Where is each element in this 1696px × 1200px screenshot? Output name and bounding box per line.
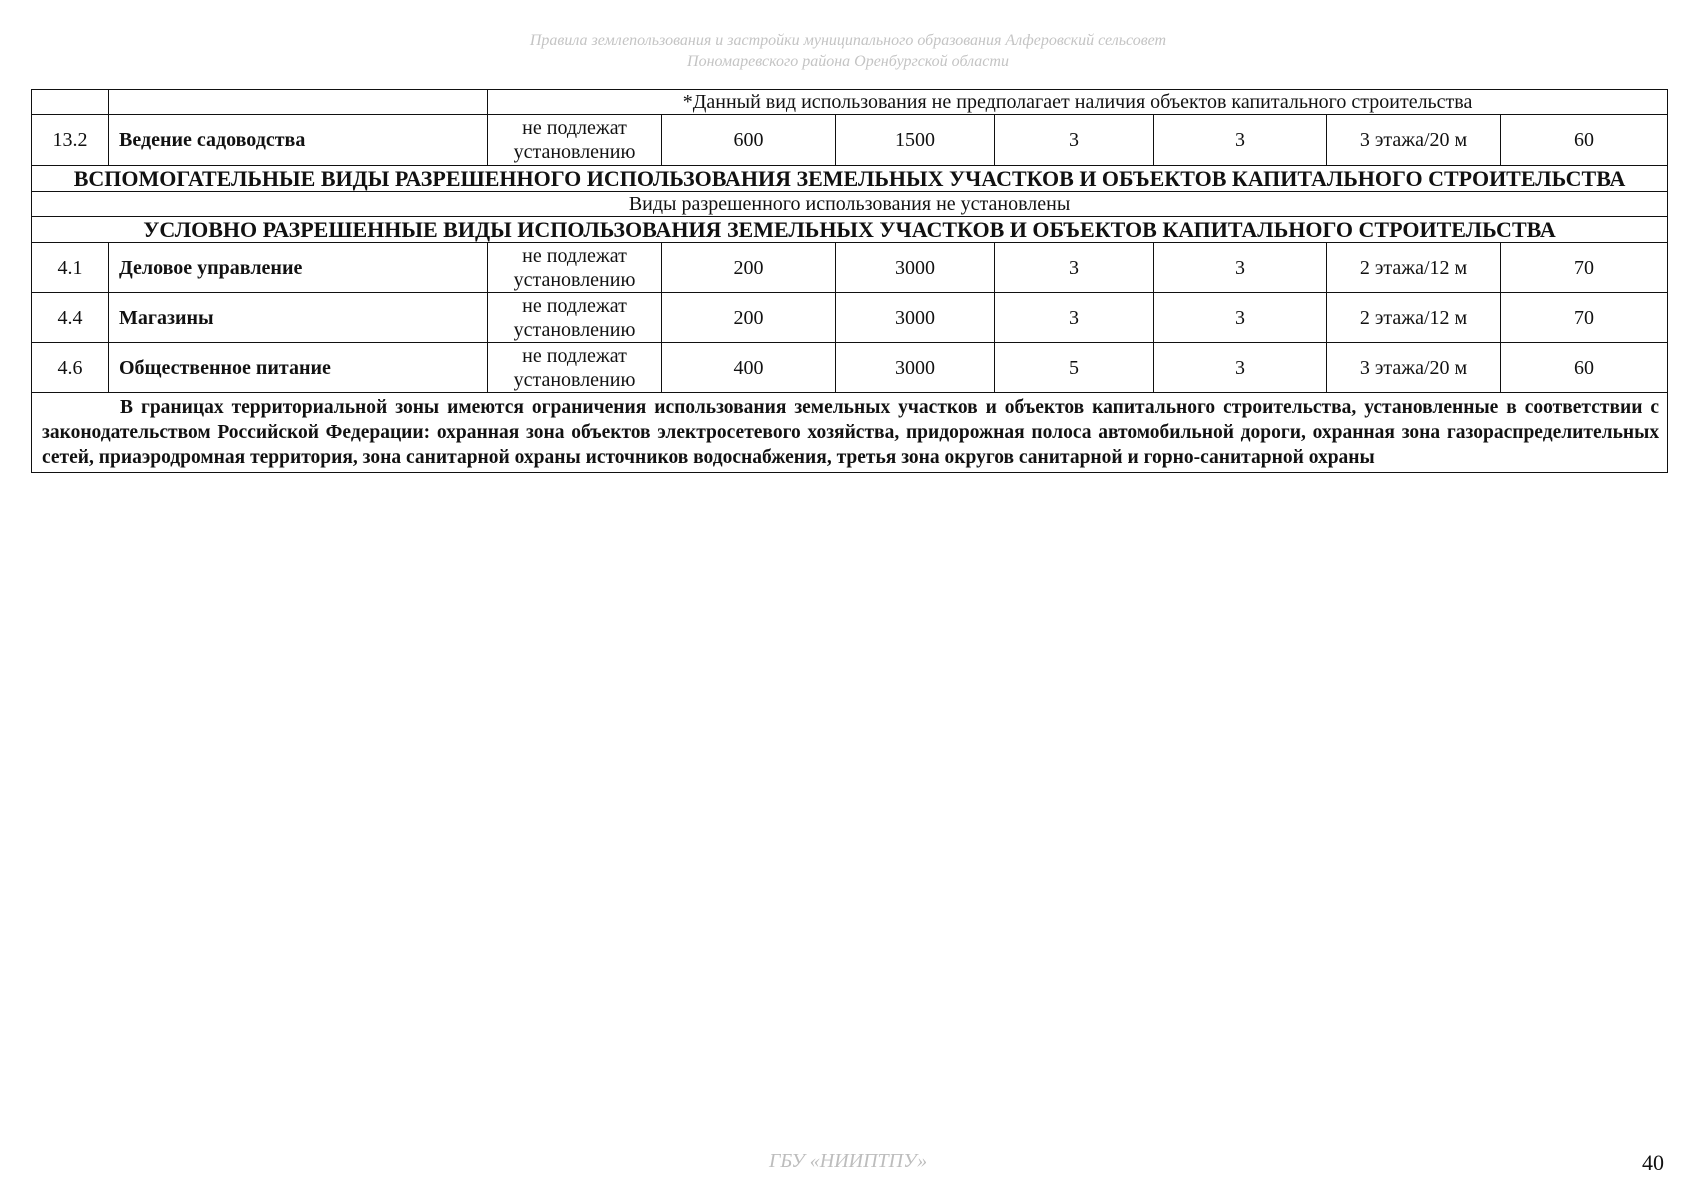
row-param: не подлежат установлению xyxy=(488,293,662,343)
row-param: 2 этажа/12 м xyxy=(1327,293,1501,343)
page-number: 40 xyxy=(1642,1150,1664,1175)
row-param: 3 xyxy=(1154,343,1327,393)
row-param: 1500 xyxy=(836,115,995,166)
table-row xyxy=(32,166,1668,192)
page-footer-org: ГБУ «НИИПТПУ» xyxy=(768,1150,928,1172)
row-param: 200 xyxy=(662,243,836,293)
capital-construction-note: *Данный вид использования не предполагает наличия объектов капитального строительства xyxy=(488,90,1668,115)
row-param: 60 xyxy=(1501,115,1668,166)
row-use-name: Общественное питание xyxy=(109,343,488,393)
row-use-name: Магазины xyxy=(109,293,488,343)
row-param: 3 xyxy=(995,293,1154,343)
row-param: 3 xyxy=(1154,243,1327,293)
table-row xyxy=(32,115,1668,166)
section-heading-conditional: УСЛОВНО РАЗРЕШЕННЫЕ ВИДЫ ИСПОЛЬЗОВАНИЯ ЗЕМЕЛЬНЫХ УЧАСТКОВ И ОБЪЕКТОВ КАПИТАЛЬНОГО СТРОИТЕЛЬСТВА xyxy=(32,217,1668,243)
row-param: 2 этажа/12 м xyxy=(1327,243,1501,293)
row-param: 3 xyxy=(995,243,1154,293)
row-code: 4.4 xyxy=(32,293,109,343)
row-param: 3000 xyxy=(836,293,995,343)
row-param: 3000 xyxy=(836,343,995,393)
table-cell xyxy=(32,90,109,115)
table-row xyxy=(32,217,1668,243)
section-heading-auxiliary: ВСПОМОГАТЕЛЬНЫЕ ВИДЫ РАЗРЕШЕННОГО ИСПОЛЬЗОВАНИЯ ЗЕМЕЛЬНЫХ УЧАСТКОВ И ОБЪЕКТОВ КАПИТАЛЬНОГО СТРОИТЕЛЬСТВА xyxy=(32,166,1668,192)
row-param: не подлежат установлению xyxy=(488,243,662,293)
table-row xyxy=(32,192,1668,217)
row-param: 600 xyxy=(662,115,836,166)
restrictions-footnote-text: В границах территориальной зоны имеются ограничения использования земельных участков и объектов капитального строительства, установленные в соответствии с законодательством Российской Федерации: охранная зона объектов электросетевого хозяйства, придорожная полоса автомобильной дороги, охранная зона газораспределительных сетей, приаэродромная территория, зона санитарной охраны источников водоснабжения, третья зона округов санитарной и горно-санитарной охраны xyxy=(42,397,1660,468)
row-param: 3000 xyxy=(836,243,995,293)
row-param: 400 xyxy=(662,343,836,393)
row-use-name: Деловое управление xyxy=(109,243,488,293)
row-code: 13.2 xyxy=(32,115,109,166)
row-param: 60 xyxy=(1501,343,1668,393)
table-cell xyxy=(109,90,488,115)
land-use-table xyxy=(31,89,1668,473)
row-param: 5 xyxy=(995,343,1154,393)
restrictions-footnote xyxy=(32,393,1668,473)
row-param: 3 xyxy=(1154,115,1327,166)
row-param: 70 xyxy=(1501,293,1668,343)
row-code: 4.1 xyxy=(32,243,109,293)
page-header xyxy=(0,30,1696,72)
row-param: 200 xyxy=(662,293,836,343)
header-line-2: Пономаревского района Оренбургской области xyxy=(687,53,1009,70)
row-use-name: Ведение садоводства xyxy=(109,115,488,166)
auxiliary-note: Виды разрешенного использования не установлены xyxy=(32,192,1668,217)
row-param: 70 xyxy=(1501,243,1668,293)
row-param: 3 этажа/20 м xyxy=(1327,115,1501,166)
row-param: 3 xyxy=(995,115,1154,166)
row-param: не подлежат установлению xyxy=(488,343,662,393)
table-row xyxy=(32,393,1668,473)
row-param: 3 xyxy=(1154,293,1327,343)
header-line-1: Правила землепользования и застройки муниципального образования Алферовский сельсовет xyxy=(529,32,1167,49)
table-row xyxy=(32,90,1668,115)
table-row xyxy=(32,293,1668,343)
row-param: не подлежат установлению xyxy=(488,115,662,166)
table-row xyxy=(32,243,1668,293)
row-code: 4.6 xyxy=(32,343,109,393)
row-param: 3 этажа/20 м xyxy=(1327,343,1501,393)
table-row xyxy=(32,343,1668,393)
